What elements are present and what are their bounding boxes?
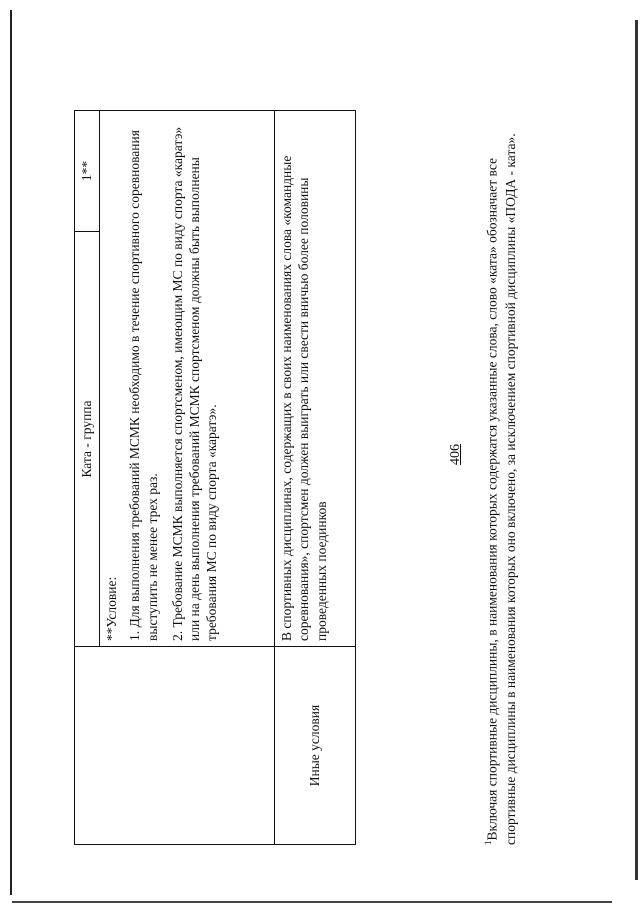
header-kata-group: Ката - группа [75, 232, 100, 647]
header-1-stars: 1** [75, 111, 100, 232]
empty-label-cell [75, 647, 275, 845]
page-number: 406 [448, 444, 463, 465]
other-conditions-row [275, 111, 356, 845]
footnote [482, 100, 520, 845]
footnote-text: Включая спортивные дисциплины, в наименования которых содержатся указанные слова, слово «ката» обозначает все спортивные дисциплины в наименования которых оно включено, за исключением спортивной дисциплины «ПОДА - ката». [484, 133, 518, 845]
requirements-table [74, 110, 356, 845]
condition-item-1: 1. Для выполнения требований МСМК необходимо в течение спортивного соревнования выступить не менее трех раз. [127, 130, 160, 641]
other-conditions-text: В спортивных дисциплинах, содержащих в своих наименованиях слова «командные соревнования», спортсмен должен выиграть или свести вничью более половины проведенных поединков [275, 111, 356, 647]
table-header-row [75, 111, 100, 845]
footnote-marker: 1 [483, 840, 493, 845]
conditions-cell [100, 111, 275, 647]
other-conditions-label: Иные условия [275, 647, 356, 845]
condition-item-2: 2. Требование МСМК выполняется спортсменом, имеющим МС по виду спорта «каратэ» или на день выполнения требований МСМК спортсменом должны быть выполнены требования МС по виду спорта «каратэ». [169, 126, 220, 641]
conditions-title: **Условие: [104, 576, 119, 641]
